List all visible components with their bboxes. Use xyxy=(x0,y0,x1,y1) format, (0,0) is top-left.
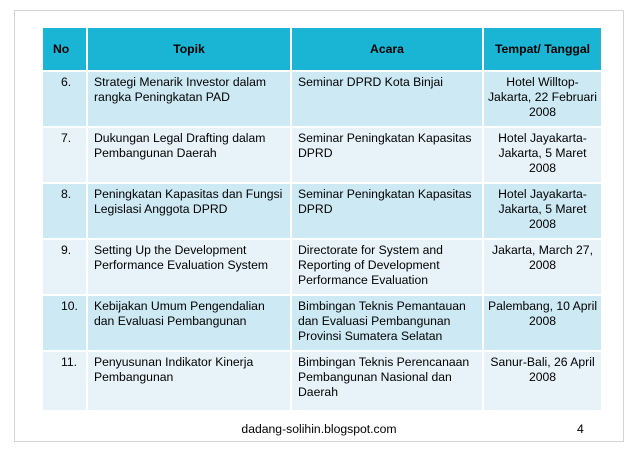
cell-topik: Setting Up the Development Performance Evaluation System xyxy=(87,239,291,295)
cell-topik: Strategi Menarik Investor dalam rangka Peningkatan PAD xyxy=(87,71,291,127)
header-acara: Acara xyxy=(291,27,483,71)
cell-topik: Kebijakan Umum Pengendalian dan Evaluasi Pembangunan xyxy=(87,295,291,351)
cell-no: 11. xyxy=(42,351,87,411)
cell-no: 10. xyxy=(42,295,87,351)
cell-no: 8. xyxy=(42,183,87,239)
table-row xyxy=(42,239,602,295)
table-row xyxy=(42,71,602,127)
header-no: No xyxy=(42,27,87,71)
cell-acara: Bimbingan Teknis Pemantauan dan Evaluasi Pembangunan Provinsi Sumatera Selatan xyxy=(291,295,483,351)
table-row xyxy=(42,295,602,351)
page-number: 4 xyxy=(577,422,584,436)
cell-tempat-tanggal: Hotel Jayakarta-Jakarta, 5 Maret 2008 xyxy=(483,183,602,239)
cell-tempat-tanggal: Hotel Jayakarta-Jakarta, 5 Maret 2008 xyxy=(483,127,602,183)
activity-table xyxy=(41,26,603,412)
cell-tempat-tanggal: Hotel Willtop-Jakarta, 22 Februari 2008 xyxy=(483,71,602,127)
cell-acara: Directorate for System and Reporting of Development Performance Evaluation xyxy=(291,239,483,295)
table-row xyxy=(42,351,602,411)
header-tempat-tanggal: Tempat/ Tanggal xyxy=(483,27,602,71)
cell-tempat-tanggal: Jakarta, March 27, 2008 xyxy=(483,239,602,295)
cell-acara: Seminar DPRD Kota Binjai xyxy=(291,71,483,127)
cell-topik: Penyusunan Indikator Kinerja Pembangunan xyxy=(87,351,291,411)
table-row xyxy=(42,183,602,239)
cell-acara: Bimbingan Teknis Perencanaan Pembangunan Nasional dan Daerah xyxy=(291,351,483,411)
cell-no: 6. xyxy=(42,71,87,127)
cell-tempat-tanggal: Palembang, 10 April 2008 xyxy=(483,295,602,351)
cell-no: 7. xyxy=(42,127,87,183)
cell-no: 9. xyxy=(42,239,87,295)
cell-acara: Seminar Peningkatan Kapasitas DPRD xyxy=(291,183,483,239)
cell-acara: Seminar Peningkatan Kapasitas DPRD xyxy=(291,127,483,183)
cell-topik: Peningkatan Kapasitas dan Fungsi Legislasi Anggota DPRD xyxy=(87,183,291,239)
footer-url: dadang-solihin.blogspot.com xyxy=(241,422,397,436)
cell-topik: Dukungan Legal Drafting dalam Pembangunan Daerah xyxy=(87,127,291,183)
header-topik: Topik xyxy=(87,27,291,71)
table-row xyxy=(42,127,602,183)
cell-tempat-tanggal: Sanur-Bali, 26 April 2008 xyxy=(483,351,602,411)
table-header-row xyxy=(42,27,602,71)
